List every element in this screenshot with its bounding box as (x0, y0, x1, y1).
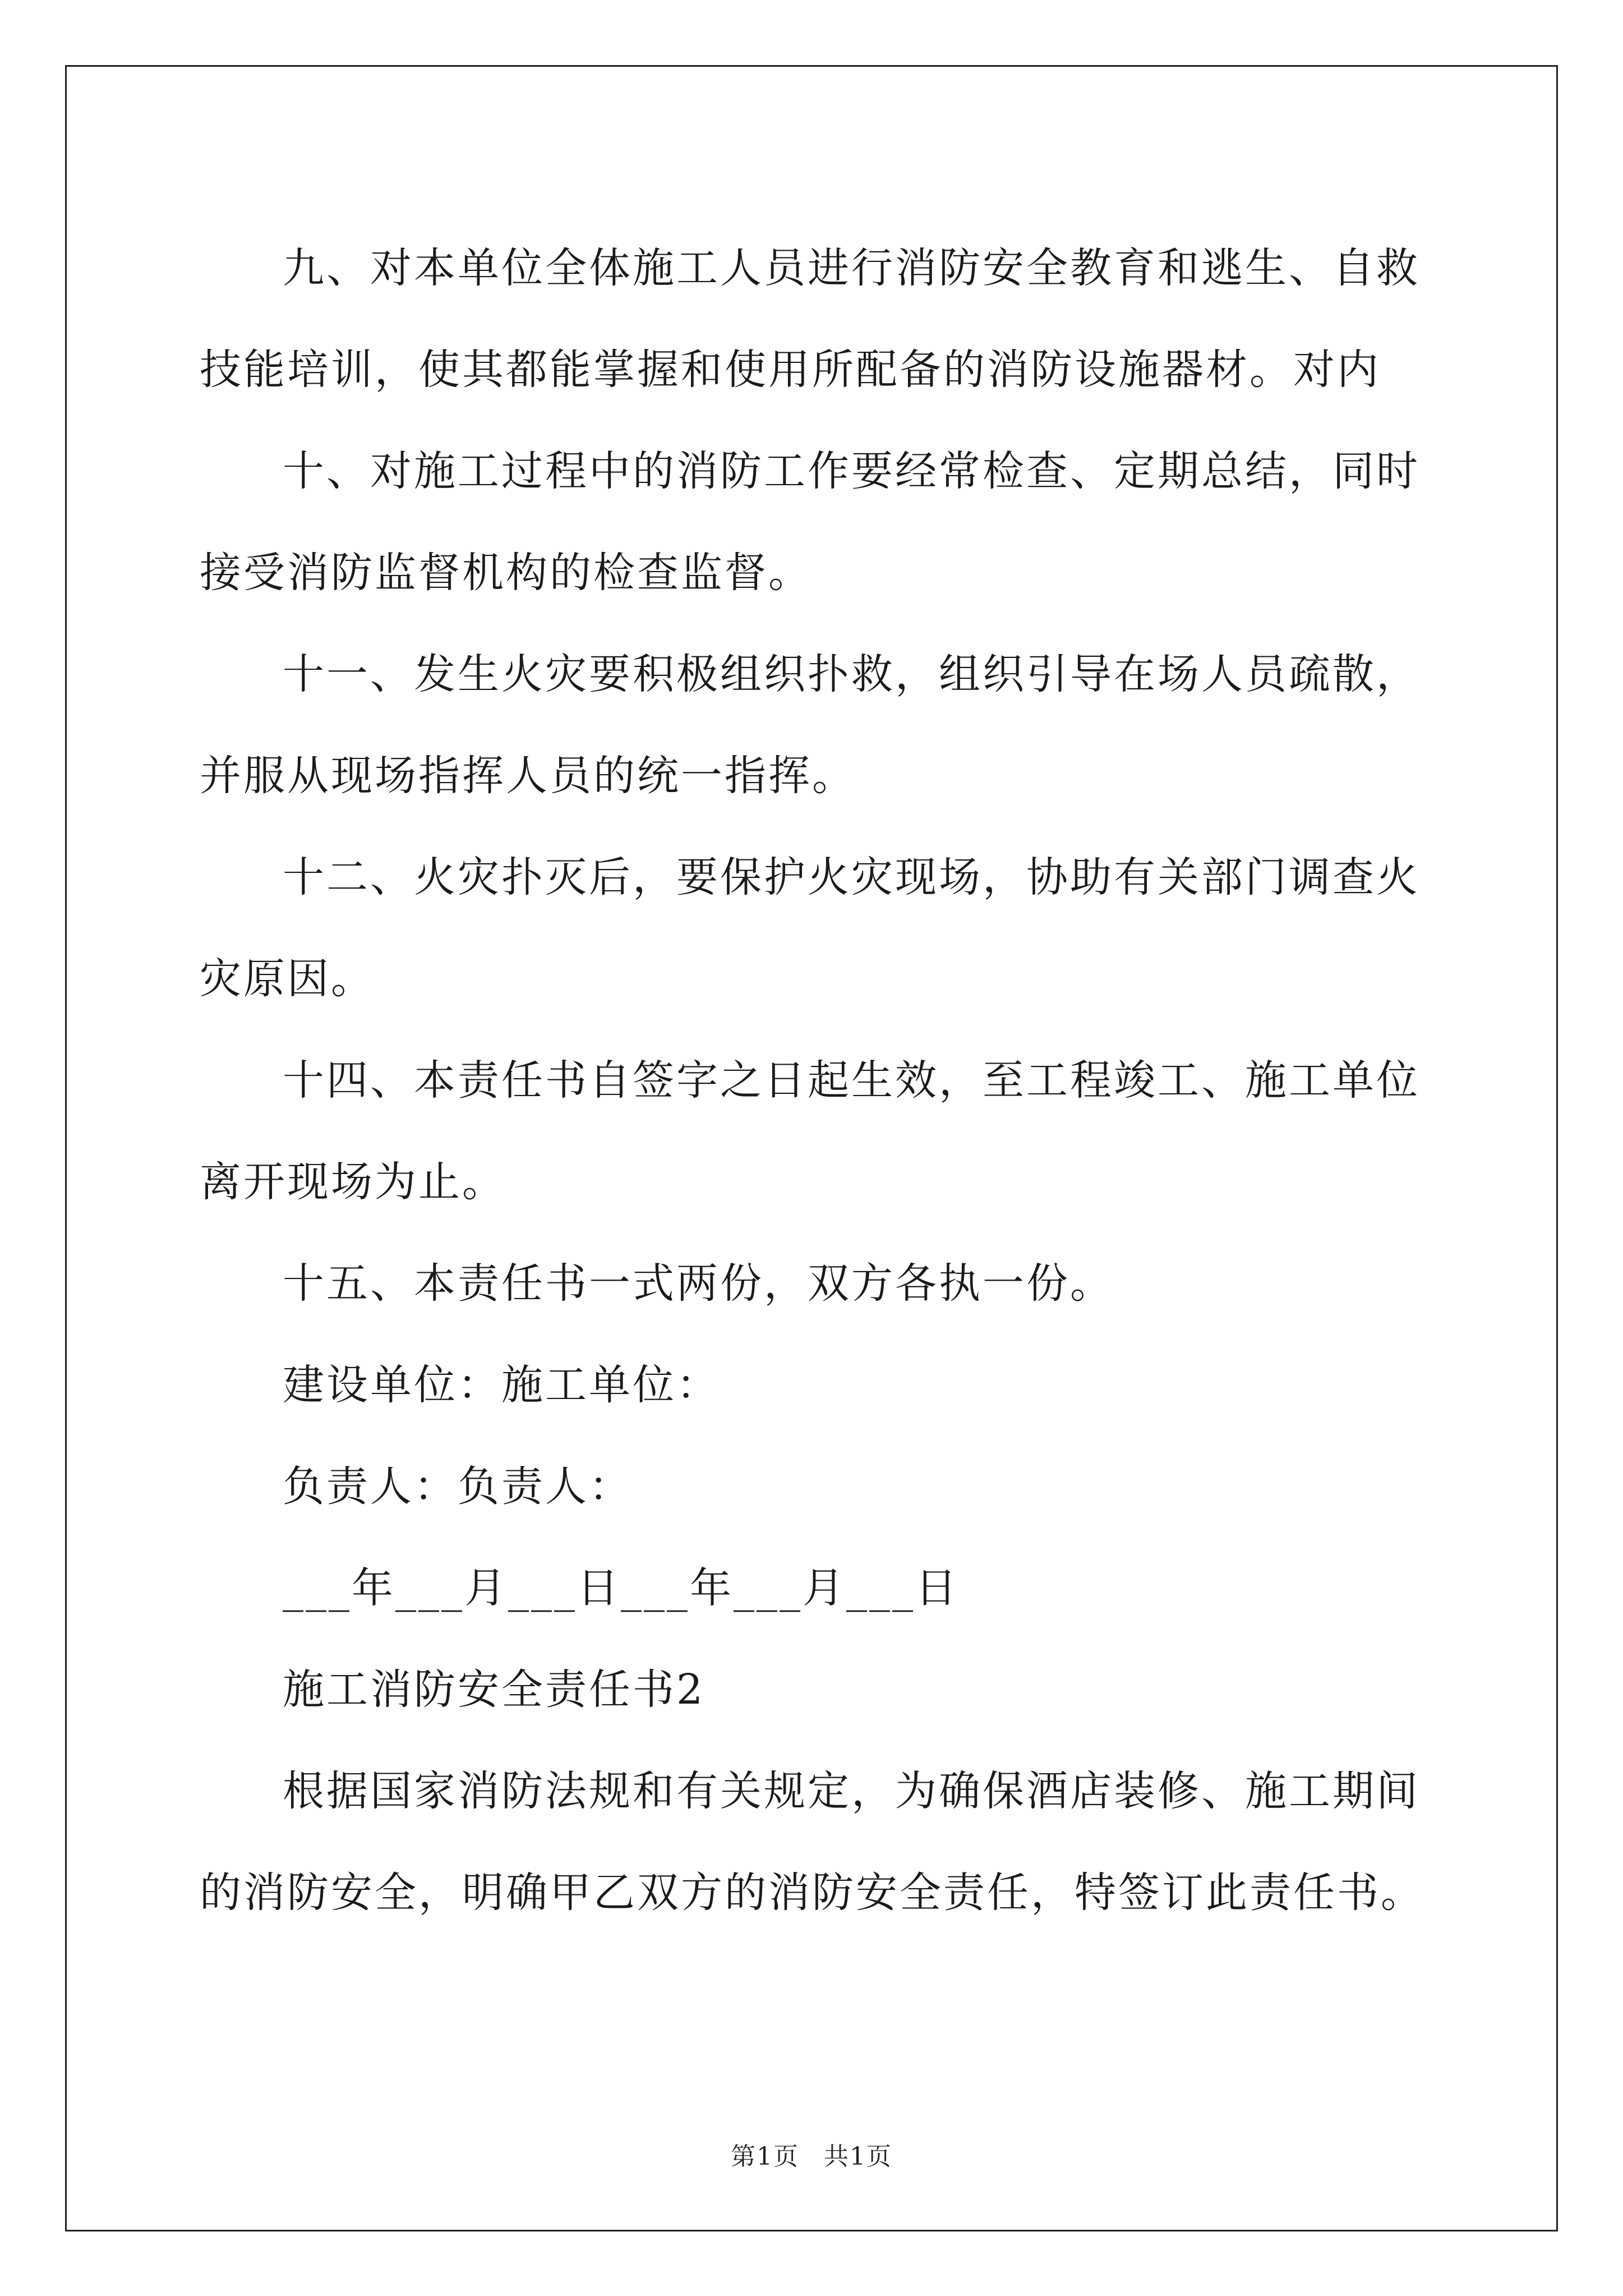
page-number: 第1页 (731, 2142, 799, 2171)
section-title-2: 施工消防安全责任书2 (283, 1665, 706, 1714)
paragraph-10: 十、对施工过程中的消防工作要经常检查、定期总结，同时接受消防监督机构的检查监督。 (200, 447, 1420, 597)
signature-units-line: 建设单位：施工单位： (283, 1361, 720, 1409)
paragraph-11: 十一、发生火灾要积极组织扑救，组织引导在场人员疏散，并服从现场指挥人员的统一指挥。 (200, 650, 1420, 800)
document-body (200, 218, 1433, 1944)
paragraph-14: 十四、本责任书自签字之日起生效，至工程竣工、施工单位离开现场为止。 (200, 1056, 1420, 1206)
paragraph-15: 十五、本责任书一式两份，双方各执一份。 (283, 1259, 1114, 1308)
signature-date-line: ___年___月___日___年___月___日 (283, 1564, 959, 1612)
page-footer (0, 2136, 1623, 2172)
page-total: 共1页 (824, 2142, 892, 2171)
signature-persons-line: 负责人：负责人： (283, 1462, 633, 1511)
intro-paragraph-2: 根据国家消防法规和有关规定，为确保酒店装修、施工期间的消防安全，明确甲乙双方的消防安全责任，特签订此责任书。 (200, 1767, 1424, 1917)
paragraph-12: 十二、火灾扑灭后，要保护火灾现场，协助有关部门调查火灾原因。 (200, 853, 1420, 1003)
paragraph-9: 九、对本单位全体施工人员进行消防安全教育和逃生、自救技能培训，使其都能掌握和使用所配备的消防设施器材。对内 (200, 244, 1420, 394)
